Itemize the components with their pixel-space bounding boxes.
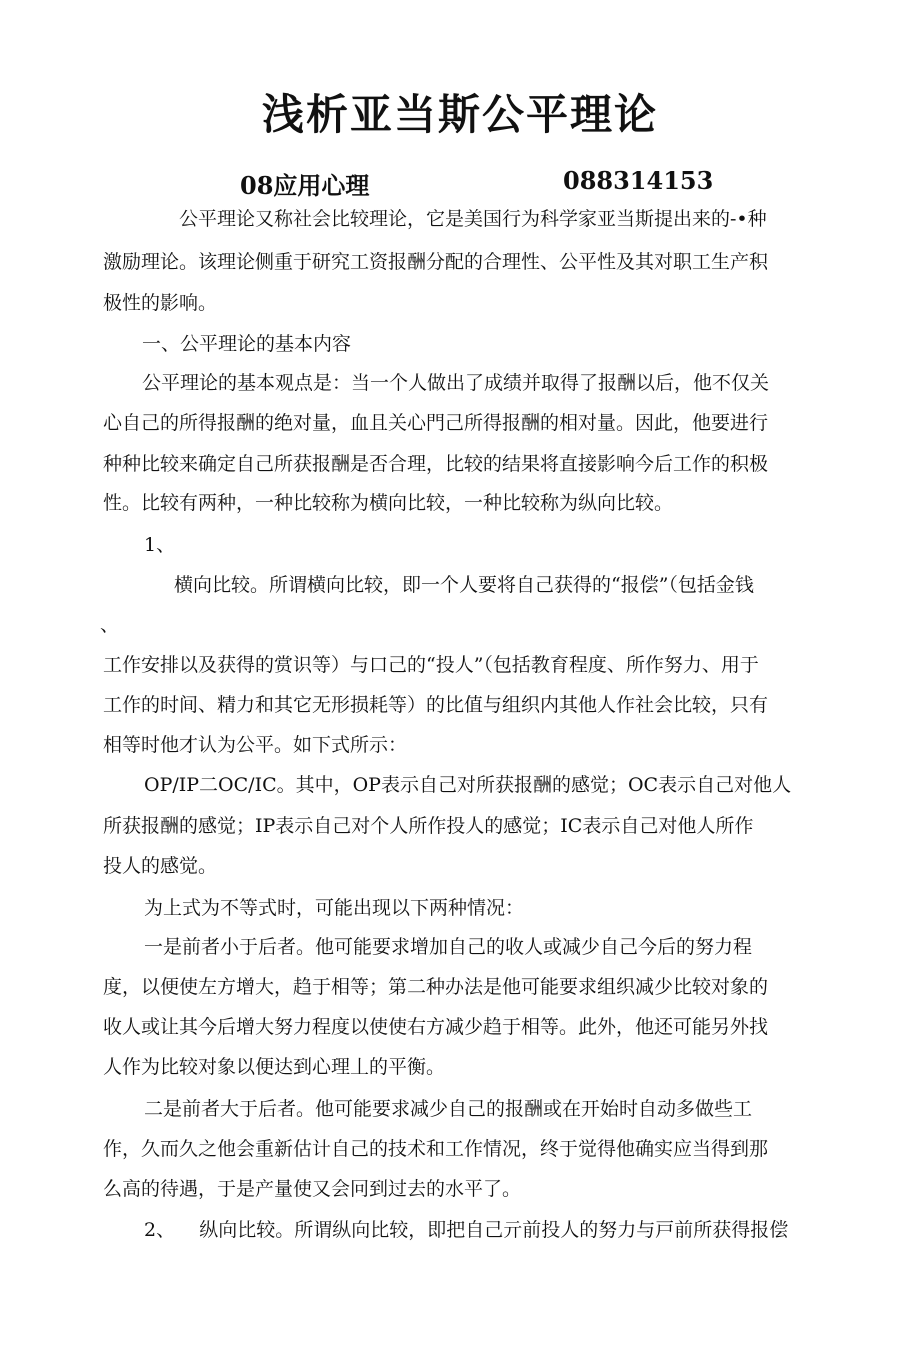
paragraph-line: 投人的感觉。 [103, 855, 218, 877]
paragraph-line: 种种比较来确定自己所获报酬是否合理，比较的结果将直接影响今后工作的积极 [103, 453, 769, 475]
formula-line: OP/IP二OC/IC。其中，OP表示自己对所获报酬的感觉；OC表示自己对他人 [144, 774, 792, 796]
paragraph-line: 横向比较。所谓横向比较，即一个人要将自己获得的“报偿”（包括金钱 [174, 574, 754, 596]
document-title: 浅析亚当斯公平理论 [261, 90, 658, 139]
paragraph-line: 一是前者小于后者。他可能要求增加自己的收人或减少自己今后的努力程 [144, 936, 753, 958]
paragraph-line: 公平理论又称社会比较理论，它是美国行为科学家亚当斯提出来的-•种 [179, 208, 767, 230]
paragraph-line: 心自己的所得报酬的绝对量，血且关心門己所得报酬的相对量。因此，他要进行 [103, 412, 769, 434]
list-number: 1、 [144, 534, 176, 556]
paragraph-line: 公平理论的基本观点是：当一个人做出了成绩并取得了报酬以后，他不仅关 [142, 372, 770, 394]
paragraph-line: 二是前者大于后者。他可能要求减少自己的报酬或在开始时自动多做些工 [144, 1098, 753, 1120]
paragraph-line: 2、 纵向比较。所谓纵向比较，即把自己亓前投人的努力与戸前所获得报偿 [144, 1219, 789, 1241]
subtitle-major: 08应用心理 [240, 171, 370, 200]
subtitle-student-id: 088314153 [563, 166, 714, 195]
paragraph-line: 么高的待遇，于是产量使又会冋到过去的水平了。 [103, 1178, 522, 1200]
paragraph-line: 作，久而久之他会重新估计自己的技术和工作情况，终于觉得他确实应当得到那 [103, 1138, 769, 1160]
paragraph-line: 、 [100, 614, 120, 636]
paragraph-line: 工作安排以及获得的赏识等）与口己的“投人”（包括教育程度、所作努力、用于 [103, 654, 759, 676]
paragraph-line: 度，以便使左方增大，趋于相等；第二种办法是他可能要求组织减少比较对象的 [103, 976, 769, 998]
paragraph-line: 人作为比较对象以便达到心理丄的平衡。 [103, 1056, 446, 1078]
paragraph-line: 激励理论。该理论侧重于研究工资报酬分配的合理性、公平性及其对职工生产积 [103, 251, 769, 273]
paragraph-line: 收人或让其今后增大努力程度以使使右方减少趋于相等。此外，他还可能另外找 [103, 1016, 769, 1038]
paragraph-line: 相等时他才认为公平。如下式所示： [103, 734, 408, 756]
paragraph-line: 所获报酬的感觉；IP表示自己对个人所作投人的感觉；IC表示自己对他人所作 [103, 815, 754, 837]
paragraph-line: 极性的影响。 [103, 292, 218, 314]
paragraph-line: 性。比较有两种，一种比较称为横向比较，一种比较称为纵向比较。 [103, 492, 674, 514]
section-heading: 一、公平理论的基本内容 [142, 333, 352, 355]
paragraph-line: 工作的时间、精力和其它无形损耗等）的比值与组织内其他人作社会比较，只有 [103, 694, 769, 716]
paragraph-line: 为上式为不等式时，可能出现以下两种情况： [144, 897, 525, 919]
